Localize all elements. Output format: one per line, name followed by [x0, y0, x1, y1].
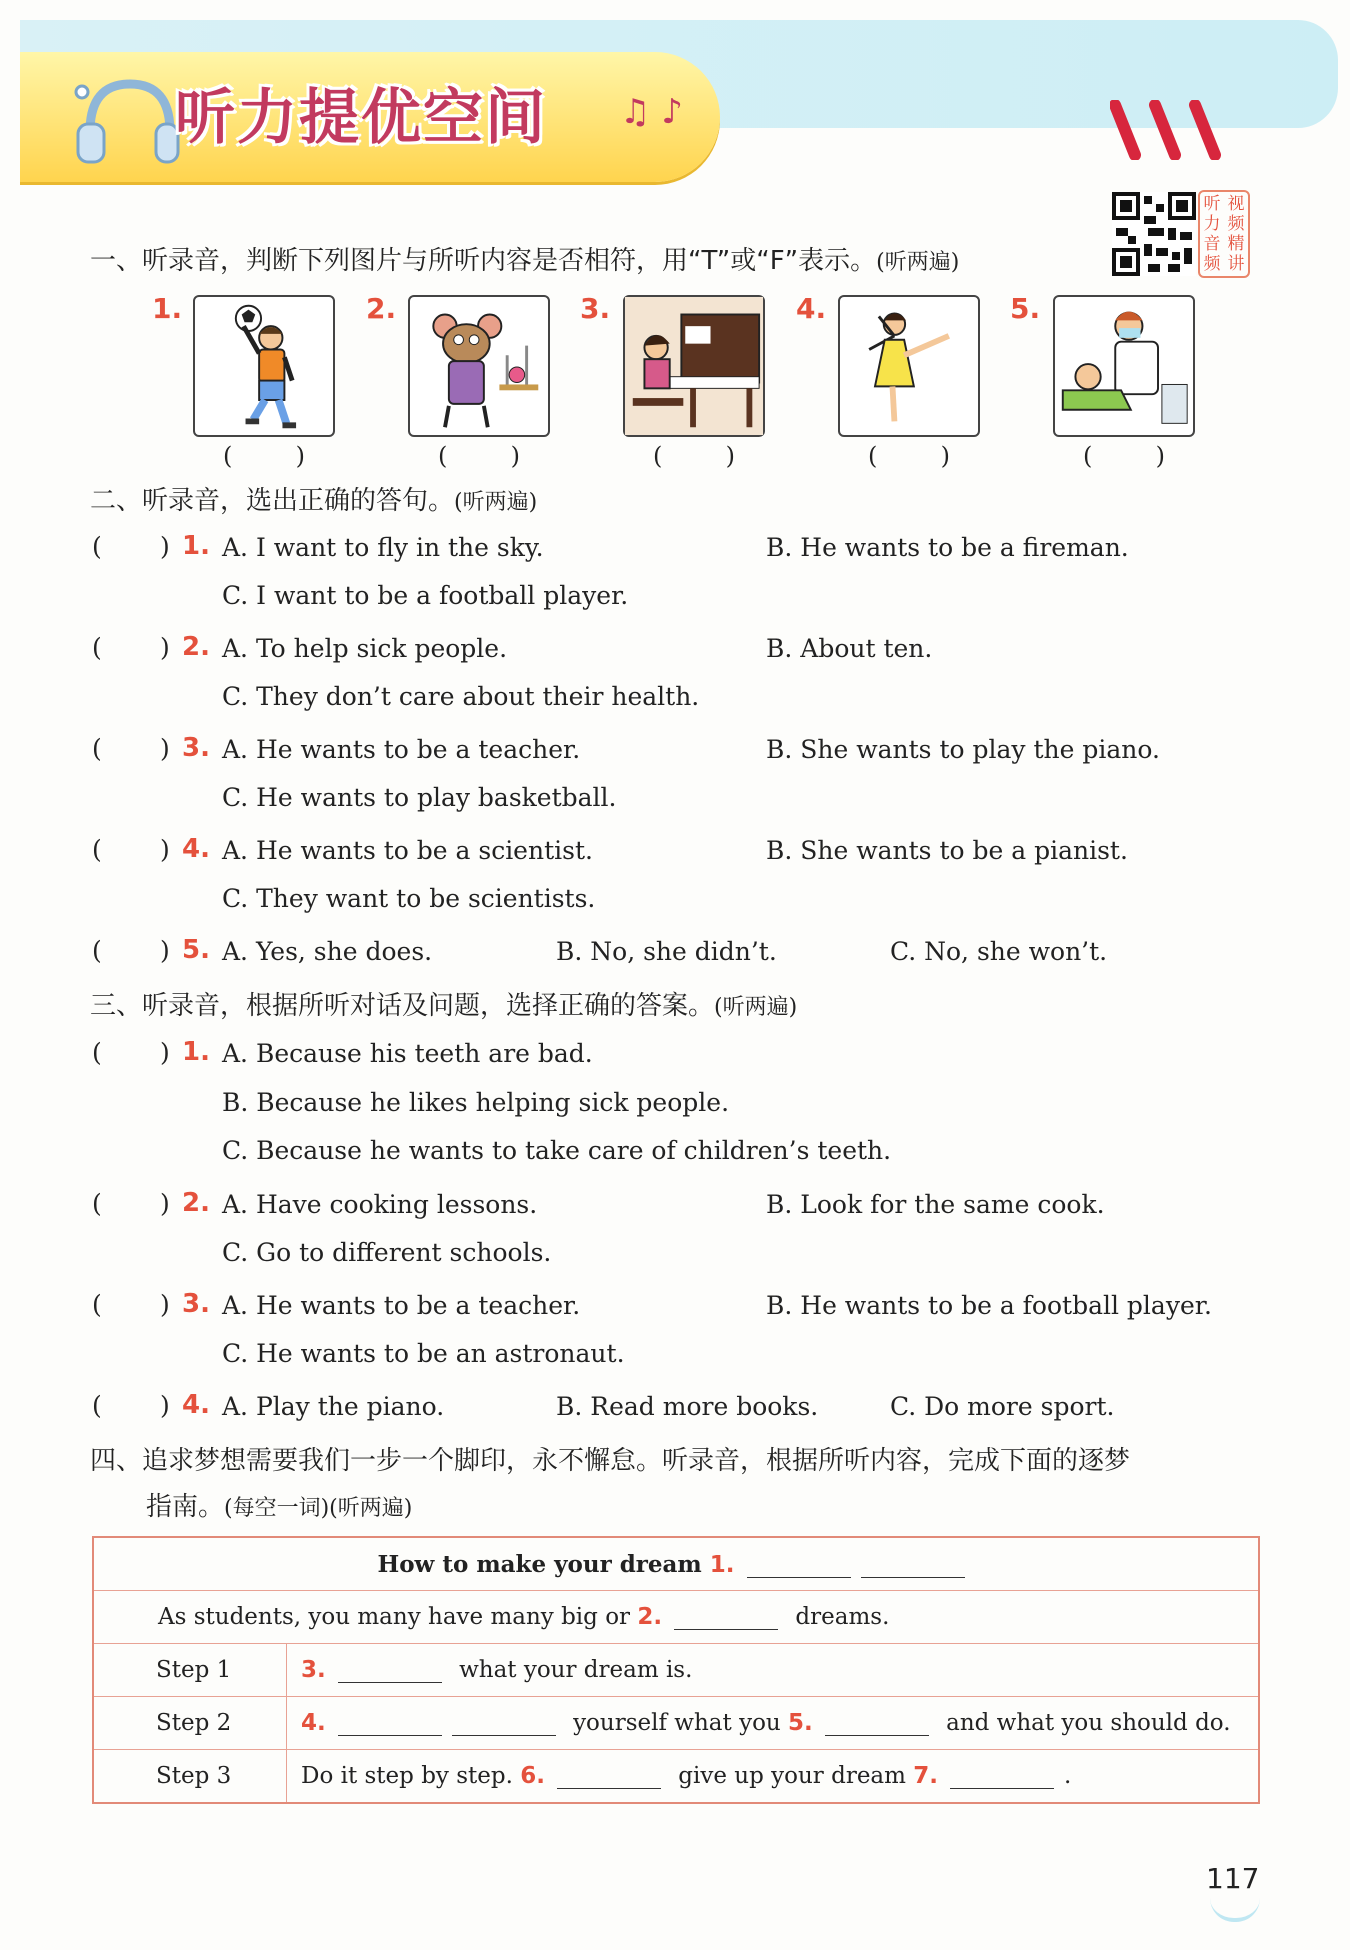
question-number: 4. — [182, 1390, 210, 1420]
paren-close: ) — [725, 442, 735, 470]
paren-open: ( — [223, 442, 233, 470]
section4-note: (每空一词)(听两遍) — [224, 1496, 413, 1521]
table-title-cell — [93, 1537, 1259, 1591]
option-b: B. Look for the same cook. — [766, 1190, 1105, 1219]
picture-number: 4. — [796, 292, 827, 325]
paren-open: ( — [1083, 442, 1093, 470]
answer-bracket[interactable]: ( ) — [92, 532, 170, 561]
step-text: yourself what you — [573, 1710, 781, 1736]
blank-number: 4. — [301, 1710, 326, 1736]
step-text: what your dream is. — [459, 1657, 693, 1683]
intro-text-end: dreams. — [795, 1604, 890, 1630]
answer-parentheses[interactable] — [193, 442, 335, 470]
answer-bracket[interactable]: ( ) — [92, 936, 170, 965]
option-c: C. Go to different schools. — [222, 1238, 552, 1267]
qr-label-char: 频 — [1227, 214, 1245, 234]
answer-parentheses[interactable] — [1053, 442, 1195, 470]
blank-number: 2. — [637, 1604, 663, 1630]
blank-field[interactable] — [674, 1607, 778, 1630]
answer-bracket[interactable]: ( ) — [92, 1391, 170, 1420]
step2-content — [287, 1697, 1260, 1750]
option-a: A. Play the piano. — [222, 1392, 445, 1421]
blank-field[interactable] — [825, 1713, 929, 1736]
question-number: 2. — [182, 1188, 210, 1218]
qr-label-char: 精 — [1227, 234, 1245, 254]
answer-bracket[interactable]: ( ) — [92, 835, 170, 864]
question-number: 1. — [182, 1037, 210, 1067]
qr-label-char: 视 — [1227, 194, 1245, 214]
step-text: give up your dream — [678, 1763, 906, 1789]
section4-heading-text: 指南。 — [146, 1492, 225, 1522]
blank-field[interactable] — [338, 1713, 442, 1736]
section3-heading — [90, 985, 797, 1022]
paren-open: ( — [653, 442, 663, 470]
question-number: 3. — [182, 733, 210, 763]
picture-mouse-scientist — [408, 295, 550, 437]
blank-field[interactable] — [338, 1660, 442, 1683]
option-a: A. Because his teeth are bad. — [222, 1039, 593, 1068]
section1-heading — [90, 240, 959, 277]
picture-boy-football — [193, 295, 335, 437]
section4-heading: 四、追求梦想需要我们一步一个脚印，永不懈怠。听录音，根据所听内容，完成下面的逐梦 — [90, 1446, 1131, 1476]
option-b: B. No, she didn’t. — [556, 937, 777, 966]
option-b: B. He wants to be a football player. — [766, 1291, 1212, 1320]
option-c: C. Do more sport. — [890, 1392, 1115, 1421]
picture-number: 2. — [366, 292, 397, 325]
option-b: B. About ten. — [766, 634, 933, 663]
step-label: Step 1 — [93, 1644, 287, 1697]
blank-field[interactable] — [452, 1713, 556, 1736]
answer-parentheses[interactable] — [838, 442, 980, 470]
option-a: A. To help sick people. — [222, 634, 508, 663]
answer-parentheses[interactable] — [623, 442, 765, 470]
step-label: Step 2 — [93, 1697, 287, 1750]
page-number: 117 — [1206, 1862, 1260, 1895]
option-c: C. He wants to play basketball. — [222, 783, 617, 812]
option-b: B. He wants to be a fireman. — [766, 533, 1129, 562]
question-number: 1. — [182, 531, 210, 561]
step-label: Step 3 — [93, 1750, 287, 1804]
dream-guide-table — [92, 1536, 1260, 1804]
section2-note: (听两遍) — [454, 490, 538, 515]
picture-number: 1. — [152, 292, 183, 325]
paren-open: ( — [438, 442, 448, 470]
answer-parentheses[interactable] — [408, 442, 550, 470]
question-number: 5. — [182, 935, 210, 965]
option-b: B. She wants to be a pianist. — [766, 836, 1128, 865]
option-c: C. Because he wants to take care of children’s teeth. — [222, 1136, 892, 1165]
question-number: 4. — [182, 834, 210, 864]
section2-heading — [90, 480, 537, 517]
option-a: A. Yes, she does. — [222, 937, 433, 966]
table-intro-cell — [93, 1591, 1259, 1644]
paren-close: ) — [295, 442, 305, 470]
blank-number: 7. — [913, 1763, 939, 1789]
answer-bracket[interactable]: ( ) — [92, 1038, 170, 1067]
step-text: and what you should do. — [946, 1710, 1231, 1736]
option-c: C. No, she won’t. — [890, 937, 1108, 966]
option-a: A. He wants to be a scientist. — [222, 836, 593, 865]
page-title: 听力提优空间 — [175, 83, 547, 153]
music-note-icon: ♫ ♪ — [620, 92, 683, 132]
headphone-icon — [70, 72, 180, 172]
qr-label-char: 力 — [1203, 214, 1221, 234]
paren-close: ) — [510, 442, 520, 470]
option-a: A. I want to fly in the sky. — [222, 533, 544, 562]
section3-heading-text: 三、听录音，根据所听对话及问题，选择正确的答案。 — [90, 991, 715, 1021]
qr-label-char: 讲 — [1227, 254, 1245, 274]
section1-heading-text: 一、听录音，判断下列图片与所听内容是否相符，用“T”或“F”表示。 — [90, 246, 877, 276]
blank-number: 1. — [709, 1551, 735, 1578]
option-c: C. I want to be a football player. — [222, 581, 629, 610]
blank-number: 5. — [788, 1710, 813, 1736]
option-a: A. He wants to be a teacher. — [222, 735, 581, 764]
step-text: Do it step by step. — [301, 1763, 513, 1789]
option-b: B. Read more books. — [556, 1392, 819, 1421]
blank-field[interactable] — [861, 1555, 965, 1578]
picture-number: 3. — [580, 292, 611, 325]
step3-content — [287, 1750, 1260, 1804]
blank-field[interactable] — [557, 1766, 661, 1789]
option-c: C. They want to be scientists. — [222, 884, 596, 913]
picture-girl-piano — [623, 295, 765, 437]
picture-number: 5. — [1010, 292, 1041, 325]
paren-open: ( — [868, 442, 878, 470]
section1-note: (听两遍) — [876, 250, 960, 275]
video-explanation-label — [1198, 190, 1250, 278]
answer-bracket[interactable]: ( ) — [92, 1290, 170, 1319]
picture-dentist — [1053, 295, 1195, 437]
section4-heading-line2 — [146, 1486, 412, 1523]
option-b: B. She wants to play the piano. — [766, 735, 1160, 764]
table-title: How to make your dream — [377, 1550, 702, 1578]
option-b: B. Because he likes helping sick people. — [222, 1088, 730, 1117]
blank-field[interactable] — [747, 1555, 851, 1578]
step1-content — [287, 1644, 1260, 1697]
step-text-end: . — [1064, 1763, 1072, 1789]
option-c: C. He wants to be an astronaut. — [222, 1339, 625, 1368]
answer-bracket[interactable]: ( ) — [92, 633, 170, 662]
section2-heading-text: 二、听录音，选出正确的答句。 — [90, 486, 455, 516]
section3-note: (听两遍) — [714, 995, 798, 1020]
paren-close: ) — [940, 442, 950, 470]
blank-number: 3. — [301, 1657, 326, 1683]
slash-decoration-icon — [1110, 100, 1240, 160]
blank-number: 6. — [520, 1763, 545, 1789]
question-number: 2. — [182, 632, 210, 662]
page-number-arc — [1210, 1898, 1260, 1922]
paren-close: ) — [1155, 442, 1165, 470]
option-a: A. Have cooking lessons. — [222, 1190, 538, 1219]
qr-label-char: 听 — [1203, 194, 1221, 214]
intro-text: As students, you many have many big or — [158, 1604, 631, 1630]
qr-label-char: 频 — [1203, 254, 1221, 274]
question-number: 3. — [182, 1289, 210, 1319]
option-c: C. They don’t care about their health. — [222, 682, 700, 711]
blank-field[interactable] — [950, 1766, 1054, 1789]
qr-label-char: 音 — [1203, 234, 1221, 254]
answer-bracket[interactable]: ( ) — [92, 1189, 170, 1218]
answer-bracket[interactable]: ( ) — [92, 734, 170, 763]
option-a: A. He wants to be a teacher. — [222, 1291, 581, 1320]
qr-code-icon[interactable] — [1112, 192, 1196, 276]
picture-girl-dancing — [838, 295, 980, 437]
